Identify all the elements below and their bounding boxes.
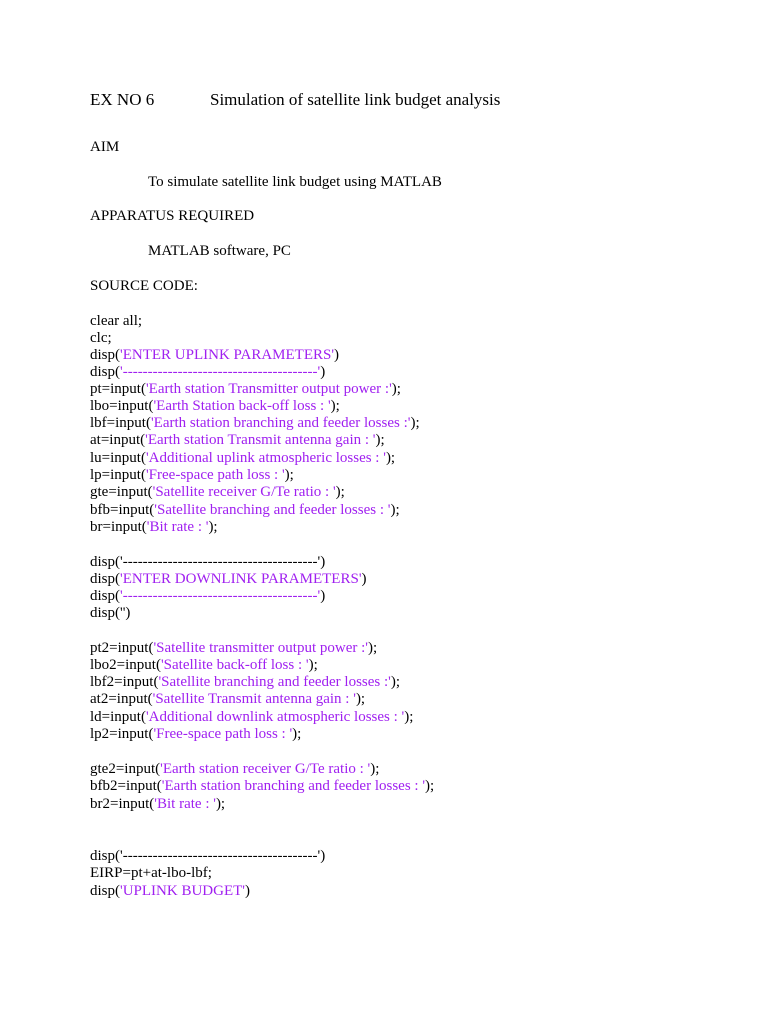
code-text: at=input(	[90, 432, 146, 448]
code-line	[90, 796, 225, 813]
source-code-label: SOURCE CODE:	[90, 278, 198, 294]
code-text: );	[390, 502, 400, 518]
code-text: pt2=input(	[90, 640, 154, 656]
code-line	[90, 709, 413, 726]
code-line	[90, 605, 130, 622]
code-line	[90, 571, 367, 588]
code-line	[90, 640, 377, 657]
code-text: disp(	[90, 364, 120, 380]
code-string-literal: 'Earth station Transmitter output power :'	[145, 381, 392, 397]
code-string-literal: 'Satellite receiver G/Te ratio : '	[152, 484, 336, 500]
code-text: at2=input(	[90, 691, 153, 707]
code-text: )	[244, 883, 250, 899]
code-string-literal: 'Satellite Transmit antenna gain : '	[152, 691, 356, 707]
code-text: );	[370, 761, 380, 777]
code-text: lbf2=input(	[90, 674, 159, 690]
code-string-literal: 'Earth station branching and feeder losses : '	[161, 778, 426, 794]
apparatus-text: MATLAB software, PC	[148, 243, 291, 259]
code-string-literal: 'Satellite branching and feeder losses : '	[154, 502, 391, 518]
code-text: );	[390, 674, 401, 690]
code-line	[90, 484, 345, 501]
code-text: disp(	[90, 883, 120, 899]
code-line	[90, 415, 420, 432]
code-text: disp('---------------------------------------')	[90, 554, 326, 570]
code-text: );	[355, 691, 366, 707]
code-line	[90, 432, 385, 449]
code-text: );	[330, 398, 340, 414]
code-line	[90, 364, 325, 381]
code-string-literal: '---------------------------------------'	[120, 364, 321, 380]
code-line	[90, 330, 112, 347]
code-string-literal: 'ENTER UPLINK PARAMETERS'	[120, 347, 335, 363]
code-text: bfb2=input(	[90, 778, 162, 794]
experiment-number: EX NO 6	[90, 90, 155, 109]
code-string-literal: '---------------------------------------'	[120, 588, 321, 604]
code-text: );	[284, 467, 294, 483]
code-text: disp('---------------------------------------')	[90, 848, 326, 864]
code-line	[90, 883, 250, 900]
code-text: bfb=input(	[90, 502, 155, 518]
code-line	[90, 554, 325, 571]
code-text: );	[292, 726, 302, 742]
code-line	[90, 761, 379, 778]
code-text: )	[320, 588, 326, 604]
code-line	[90, 313, 142, 330]
code-text: )	[334, 347, 340, 363]
apparatus-label: APPARATUS REQUIRED	[90, 208, 255, 224]
code-line	[90, 588, 325, 605]
code-line	[90, 502, 400, 519]
experiment-title: Simulation of satellite link budget analysis	[210, 90, 501, 109]
code-line	[90, 467, 294, 484]
code-text: gte=input(	[90, 484, 153, 500]
code-string-literal: 'Earth station receiver G/Te ratio : '	[160, 761, 371, 777]
code-string-literal: 'Satellite branching and feeder losses :'	[158, 674, 391, 690]
experiment-heading	[90, 90, 501, 110]
code-line	[90, 865, 212, 882]
code-text: pt=input(	[90, 381, 146, 397]
code-text: disp(	[90, 588, 120, 604]
code-text: )	[361, 571, 367, 587]
code-string-literal: 'Free-space path loss : '	[153, 726, 293, 742]
code-string-literal: 'Additional downlink atmospheric losses : '	[145, 709, 405, 725]
code-text: lu=input(	[90, 450, 146, 466]
code-line	[90, 848, 325, 865]
code-string-literal: 'Earth station branching and feeder losses :'	[150, 415, 411, 431]
code-string-literal: 'Earth station Transmit antenna gain : '	[145, 432, 376, 448]
code-text: );	[425, 778, 435, 794]
code-string-literal: 'Earth Station back-off loss : '	[153, 398, 331, 414]
code-text: clc;	[90, 330, 112, 346]
code-text: );	[410, 415, 420, 431]
code-string-literal: 'Bit rate : '	[154, 796, 216, 812]
code-line	[90, 726, 301, 743]
code-line	[90, 519, 218, 536]
code-line	[90, 347, 339, 364]
code-text: );	[375, 432, 385, 448]
code-text: lp=input(	[90, 467, 146, 483]
code-text: lp2=input(	[90, 726, 154, 742]
code-text: disp(	[90, 571, 120, 587]
code-text: );	[208, 519, 218, 535]
code-text: lbo=input(	[90, 398, 154, 414]
code-text: );	[404, 709, 414, 725]
code-text: lbf=input(	[90, 415, 151, 431]
code-text: );	[391, 381, 401, 397]
code-line	[90, 398, 340, 415]
code-line	[90, 778, 434, 795]
code-string-literal: 'Bit rate : '	[146, 519, 209, 535]
aim-label: AIM	[90, 139, 120, 155]
code-string-literal: 'UPLINK BUDGET'	[120, 883, 245, 899]
code-text: ld=input(	[90, 709, 146, 725]
code-line	[90, 657, 318, 674]
code-text: disp(	[90, 347, 120, 363]
code-text: br=input(	[90, 519, 147, 535]
code-text: gte2=input(	[90, 761, 161, 777]
code-text: disp('')	[90, 605, 131, 621]
code-text: br2=input(	[90, 796, 155, 812]
code-line	[90, 691, 365, 708]
code-string-literal: 'Satellite back-off loss : '	[160, 657, 309, 673]
code-string-literal: 'Additional uplink atmospheric losses : '	[145, 450, 386, 466]
code-line	[90, 381, 401, 398]
code-text: );	[308, 657, 318, 673]
code-text: )	[320, 364, 326, 380]
code-string-literal: 'Satellite transmitter output power :'	[153, 640, 368, 656]
code-text: lbo2=input(	[90, 657, 161, 673]
code-line	[90, 450, 395, 467]
code-text: clear all;	[90, 313, 143, 329]
code-line	[90, 674, 400, 691]
code-string-literal: 'ENTER DOWNLINK PARAMETERS'	[120, 571, 362, 587]
code-string-literal: 'Free-space path loss : '	[145, 467, 285, 483]
code-text: EIRP=pt+at-lbo-lbf;	[90, 865, 212, 881]
code-text: );	[215, 796, 226, 812]
aim-text: To simulate satellite link budget using MATLAB	[148, 174, 442, 190]
code-text: );	[368, 640, 378, 656]
code-text: );	[385, 450, 396, 466]
code-text: );	[335, 484, 345, 500]
